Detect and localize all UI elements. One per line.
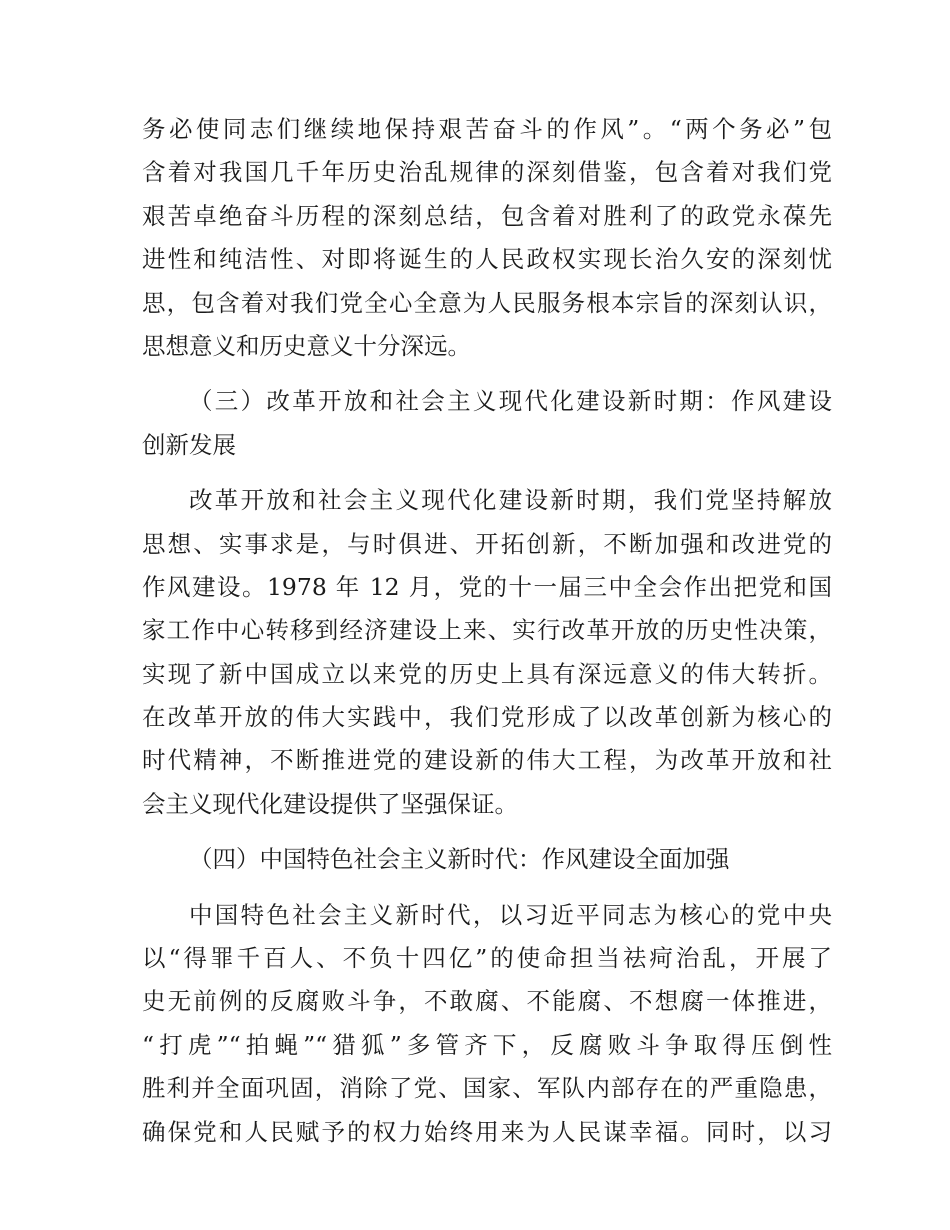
text-line: 家工作中心转移到经济建设上来、实行改革开放的历史性决策， <box>142 616 832 645</box>
text-line: “打虎”“拍蝇”“猎狐”多管齐下，反腐败斗争取得压倒性 <box>142 1030 832 1059</box>
text-line: 思，包含着对我们党全心全意为人民服务根本宗旨的深刻认识， <box>142 288 832 317</box>
heading-line: （三）改革开放和社会主义现代化建设新时期：作风建设 <box>189 387 832 416</box>
text-line: 思想、实事求是，与时俱进、开拓创新，不断加强和改进党的 <box>142 529 832 558</box>
text-line: 时代精神，不断推进党的建设新的伟大工程，为改革开放和社 <box>142 746 832 775</box>
text-line: 实现了新中国成立以来党的历史上具有深远意义的伟大转折。 <box>142 659 832 688</box>
paragraph-new-era <box>142 894 832 1154</box>
text-line: 进性和纯洁性、对即将诞生的人民政权实现长治久安的深刻忧 <box>142 245 832 274</box>
heading-line: 创新发展 <box>142 430 236 459</box>
paragraph-reform-opening <box>142 479 832 826</box>
text-line: 以“得罪千百人、不负十四亿”的使命担当祛疴治乱，开展了 <box>142 944 832 973</box>
text-line: 艰苦卓绝奋斗历程的深刻总结，包含着对胜利了的政党永葆先 <box>142 201 832 230</box>
text-line: 史无前例的反腐败斗争，不敢腐、不能腐、不想腐一体推进， <box>142 987 832 1016</box>
paragraph-two-musts <box>142 108 832 368</box>
text-line: 改革开放和社会主义现代化建设新时期，我们党坚持解放 <box>189 486 832 515</box>
section-heading-three <box>142 380 832 467</box>
text-line: 会主义现代化建设提供了坚强保证。 <box>142 789 518 818</box>
text-line: 思想意义和历史意义十分深远。 <box>142 331 471 360</box>
text-line: 作风建设。1978 年 12 月，党的十一届三中全会作出把党和国 <box>142 572 832 601</box>
section-heading-four <box>142 838 832 881</box>
heading-line: （四）中国特色社会主义新时代：作风建设全面加强 <box>189 845 730 874</box>
document-body <box>142 108 832 1154</box>
text-line: 中国特色社会主义新时代，以习近平同志为核心的党中央 <box>189 900 832 929</box>
text-line: 胜利并全面巩固，消除了党、国家、军队内部存在的严重隐患， <box>142 1074 832 1103</box>
text-line: 在改革开放的伟大实践中，我们党形成了以改革创新为核心的 <box>142 703 832 732</box>
text-line: 含着对我国几千年历史治乱规律的深刻借鉴，包含着对我们党 <box>142 158 832 187</box>
text-line: 确保党和人民赋予的权力始终用来为人民谋幸福。同时，以习 <box>142 1117 832 1146</box>
text-line: 务必使同志们继续地保持艰苦奋斗的作风”。“两个务必”包 <box>142 115 832 143</box>
